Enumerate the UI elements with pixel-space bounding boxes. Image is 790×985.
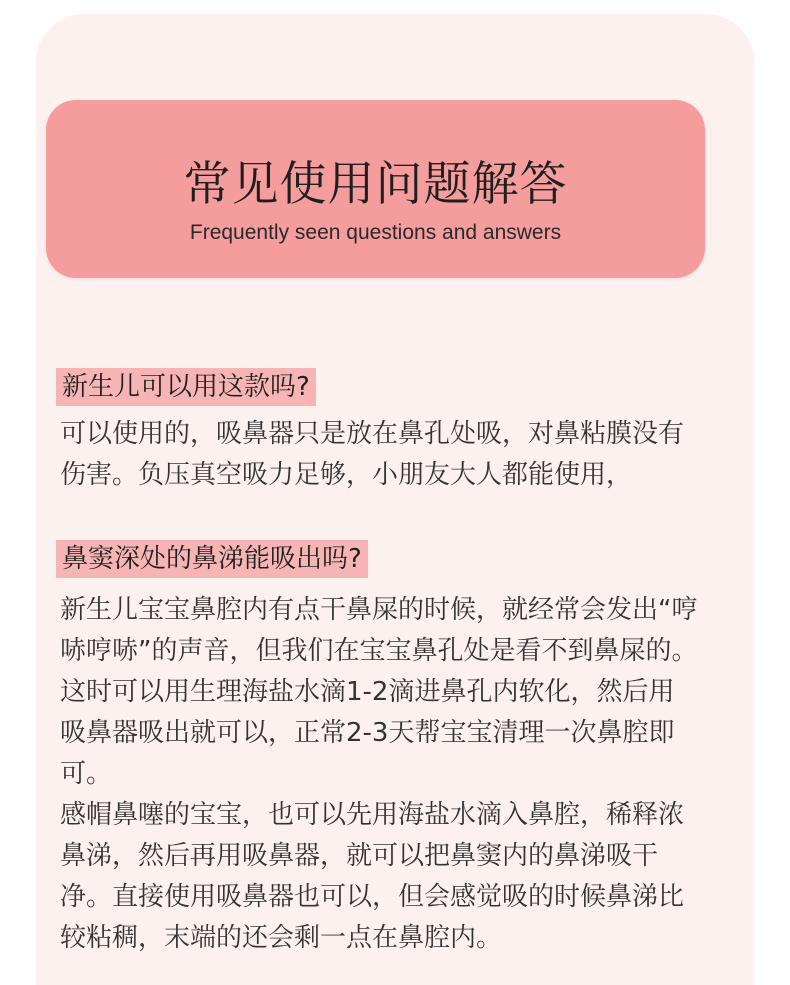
page-title: 常见使用问题解答 <box>183 157 568 212</box>
faq-answer-1-paragraph-1: 可以使用的，吸鼻器只是放在鼻孔处吸，对鼻粘膜没有伤害。负压真空吸力足够，小朋友大人都能使用， <box>60 419 685 490</box>
faq-answer-1 <box>60 414 700 496</box>
faq-answer-2-paragraph-2: 感帽鼻噻的宝宝，也可以先用海盐水滴入鼻腔，稀释浓鼻涕，然后再用吸鼻器，就可以把鼻窦内的鼻涕吸干净。直接使用吸鼻器也可以，但会感觉吸的时候鼻涕比较粘稠，末端的还会剩一点在鼻腔内。 <box>60 800 685 953</box>
faq-question-1: 新生儿可以用这款吗? <box>56 368 316 406</box>
faq-answer-2-paragraph-1: 新生儿宝宝鼻腔内有点干鼻屎的时候，就经常会发出“哼哧哼哧”的声音，但我们在宝宝鼻孔处是看不到鼻屎的。这时可以用生理海盐水滴1-2滴进鼻孔内软化，然后用吸鼻器吸出就可以，正常2-3天帮宝宝清理一次鼻腔即可。 <box>60 595 698 789</box>
faq-header-banner <box>46 100 705 278</box>
page-subtitle: Frequently seen questions and answers <box>189 221 562 244</box>
faq-answer-2 <box>60 590 700 959</box>
faq-question-2: 鼻窦深处的鼻涕能吸出吗? <box>56 540 368 578</box>
